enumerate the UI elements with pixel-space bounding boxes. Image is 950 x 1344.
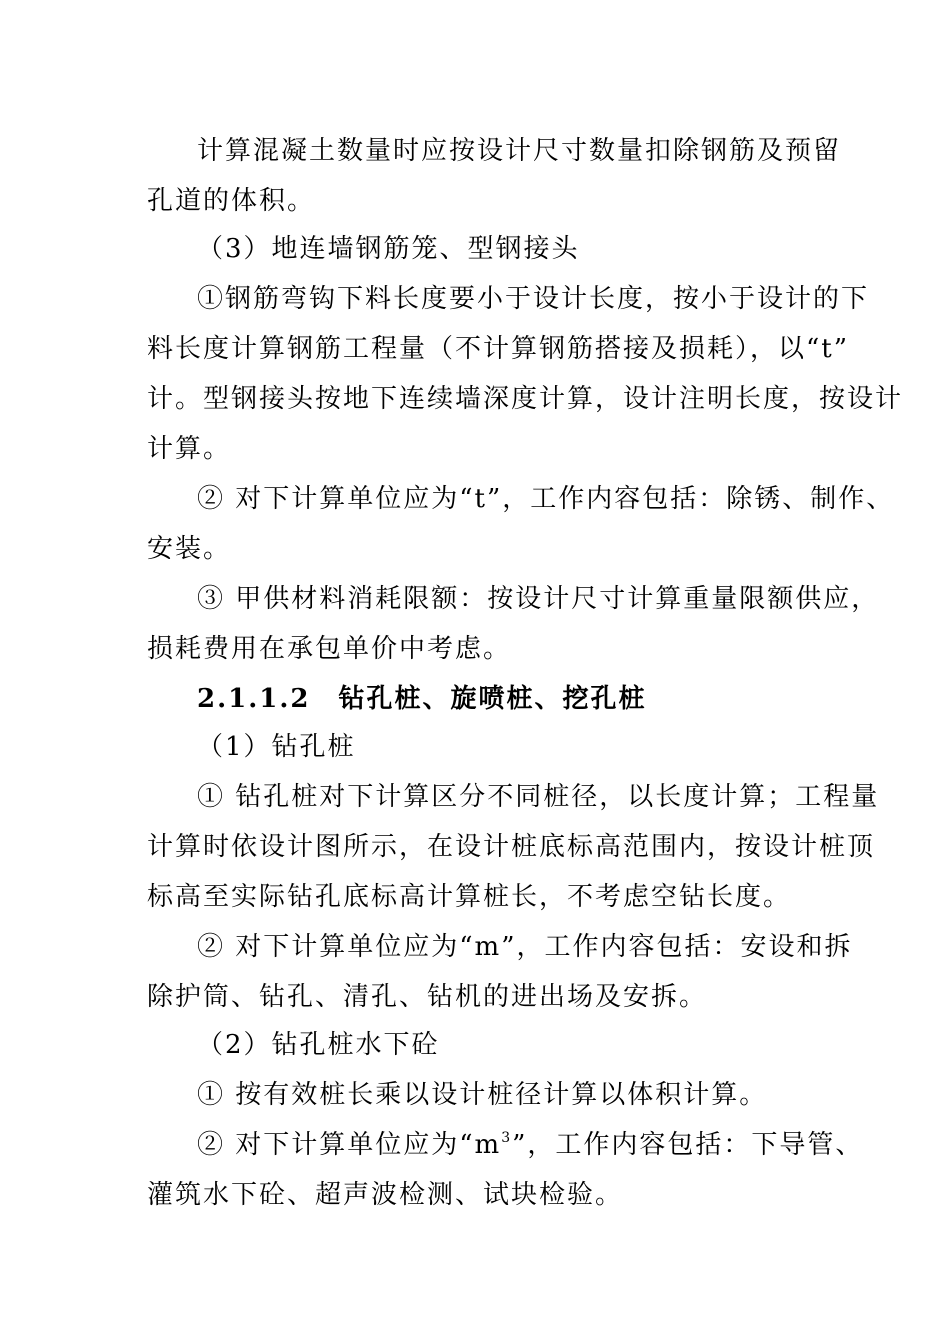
paragraph-line: 安装。 [147,534,232,564]
line-text-start: ② 对下计算单位应为“m [197,1130,502,1160]
line-text-end: ”，工作内容包括：下导管、 [512,1130,864,1160]
paragraph-line: 料长度计算钢筋工程量（不计算钢筋搭接及损耗），以“t” [147,334,850,364]
paragraph-line: ① 按有效桩长乘以设计桩径计算以体积计算。 [197,1080,768,1110]
paragraph-line: ② 对下计算单位应为“m”，工作内容包括：安设和拆 [197,932,853,962]
paragraph-line: 孔道的体积。 [147,186,316,216]
paragraph-line: 计。型钢接头按地下连续墙深度计算，设计注明长度，按设计 [147,384,904,414]
paragraph-line: 标高至实际钻孔底标高计算桩长，不考虑空钻长度。 [147,882,792,912]
paragraph-line [197,1128,863,1162]
paragraph-line: 计算时依设计图所示，在设计桩底标高范围内，按设计桩顶 [147,832,876,862]
paragraph-line: 除护筒、钻孔、清孔、钻机的进出场及安拆。 [147,982,708,1012]
paragraph-line: 损耗费用在承包单价中考虑。 [147,634,512,664]
paragraph-line: 计算混凝土数量时应按设计尺寸数量扣除钢筋及预留 [197,136,842,166]
paragraph-line: 计算。 [147,434,232,464]
subsection-heading: （2）钻孔桩水下砼 [197,1030,440,1060]
paragraph-line: ①钢筋弯钩下料长度要小于设计长度，按小于设计的下 [197,284,870,314]
section-heading: 2.1.1.2 钻孔桩、旋喷桩、挖孔桩 [197,684,647,714]
superscript-3: 3 [501,1130,513,1146]
paragraph-line: ② 对下计算单位应为“t”，工作内容包括：除锈、制作、 [197,484,895,514]
paragraph-line: ① 钻孔桩对下计算区分不同桩径，以长度计算；工程量 [197,782,880,812]
paragraph-line: 灌筑水下砼、超声波检测、试块检验。 [147,1180,624,1210]
subsection-heading: （1）钻孔桩 [197,732,356,762]
subsection-heading: （3）地连墙钢筋笼、型钢接头 [197,234,580,264]
paragraph-line: ③ 甲供材料消耗限额：按设计尺寸计算重量限额供应， [197,584,880,614]
